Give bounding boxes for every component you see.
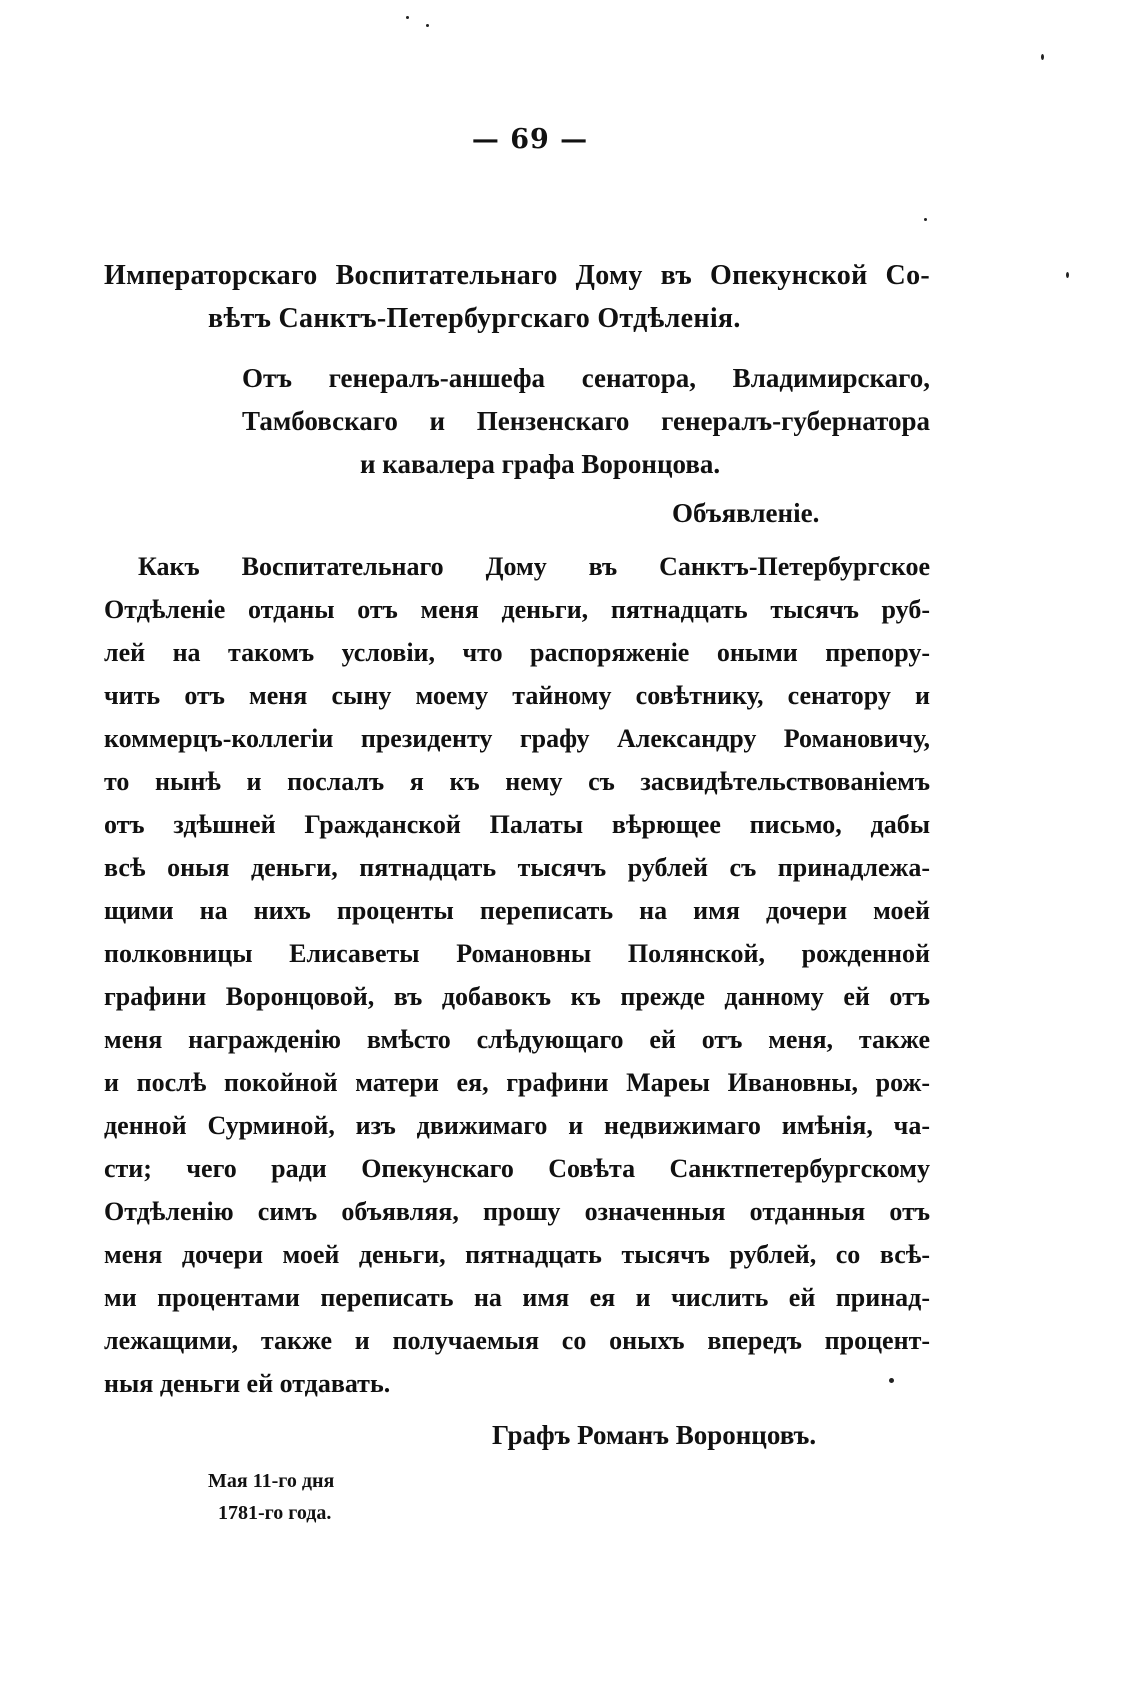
address-line-2: вѣтъ Санктъ-Петербургскаго Отдѣленія. (208, 303, 741, 334)
date-line-1: Мая 11-го дня (208, 1470, 335, 1492)
body-line: полковницы Елисаветы Романовны Полянской, рожденной (104, 939, 930, 968)
body-line: и послѣ покойной матери ея, графини Мареы Ивановны, рож- (104, 1068, 930, 1097)
body-line-last: ныя деньги ей отдавать. (104, 1369, 391, 1398)
scan-speck (406, 16, 409, 19)
scan-speck (1066, 272, 1069, 278)
date-line-2: 1781-го года. (218, 1502, 332, 1524)
body-line: сти; чего ради Опекунскаго Совѣта Санктпетербургскому (104, 1154, 930, 1183)
body-line: Отдѣленіе отданы отъ меня деньги, пятнадцать тысячъ руб- (104, 595, 930, 624)
sender-line-3: и кавалера графа Воронцова. (360, 449, 721, 479)
body-line: чить отъ меня сыну моему тайному совѣтнику, сенатору и (104, 681, 930, 710)
scan-speck (1041, 54, 1044, 60)
body-line: Какъ Воспитательнаго Дому въ Санктъ-Петербургское (138, 552, 930, 581)
scan-speck (924, 218, 927, 221)
sender-line-2: Тамбовскаго и Пензенскаго генералъ-губернатора (242, 406, 930, 436)
body-line: ми процентами переписать на имя ея и числить ей принад- (104, 1283, 930, 1312)
body-line: щими на нихъ проценты переписать на имя дочери моей (104, 896, 930, 925)
scan-speck (889, 1378, 894, 1383)
body-line: графини Воронцовой, въ добавокъ къ прежде данному ей отъ (104, 982, 930, 1011)
body-line: Отдѣленію симъ объявляя, прошу означенныя отданныя отъ (104, 1197, 930, 1226)
scan-speck (426, 24, 429, 27)
body-line: отъ здѣшней Гражданской Палаты вѣрющее письмо, дабы (104, 810, 930, 839)
body-line: всѣ оныя деньги, пятнадцать тысячъ рублей съ принадлежа- (104, 853, 930, 882)
address-line-1: Императорскаго Воспитательнаго Дому въ Опекунской Со- (104, 260, 930, 291)
body-line: меня дочери моей деньги, пятнадцать тысячъ рублей, со всѣ- (104, 1240, 930, 1269)
page-number: — 69 — (471, 124, 589, 155)
body-line: коммерцъ-коллегіи президенту графу Александру Романовичу, (104, 724, 930, 753)
signature: Графъ Романъ Воронцовъ. (492, 1420, 817, 1450)
body-line: лей на такомъ условіи, что распоряженіе оными препору- (104, 638, 930, 667)
body-line: денной Сурминой, изъ движимаго и недвижимаго имѣнія, ча- (104, 1111, 930, 1140)
sender-line-1: Отъ генералъ-аншефа сенатора, Владимирскаго, (242, 363, 930, 393)
body-line: лежащими, также и получаемыя со оныхъ впередъ процент- (104, 1326, 930, 1355)
body-line: то нынѣ и послалъ я къ нему съ засвидѣтельствованіемъ (104, 767, 930, 796)
document-heading: Объявленіе. (672, 498, 820, 528)
body-line: меня награжденію вмѣсто слѣдующаго ей отъ меня, также (104, 1025, 930, 1054)
